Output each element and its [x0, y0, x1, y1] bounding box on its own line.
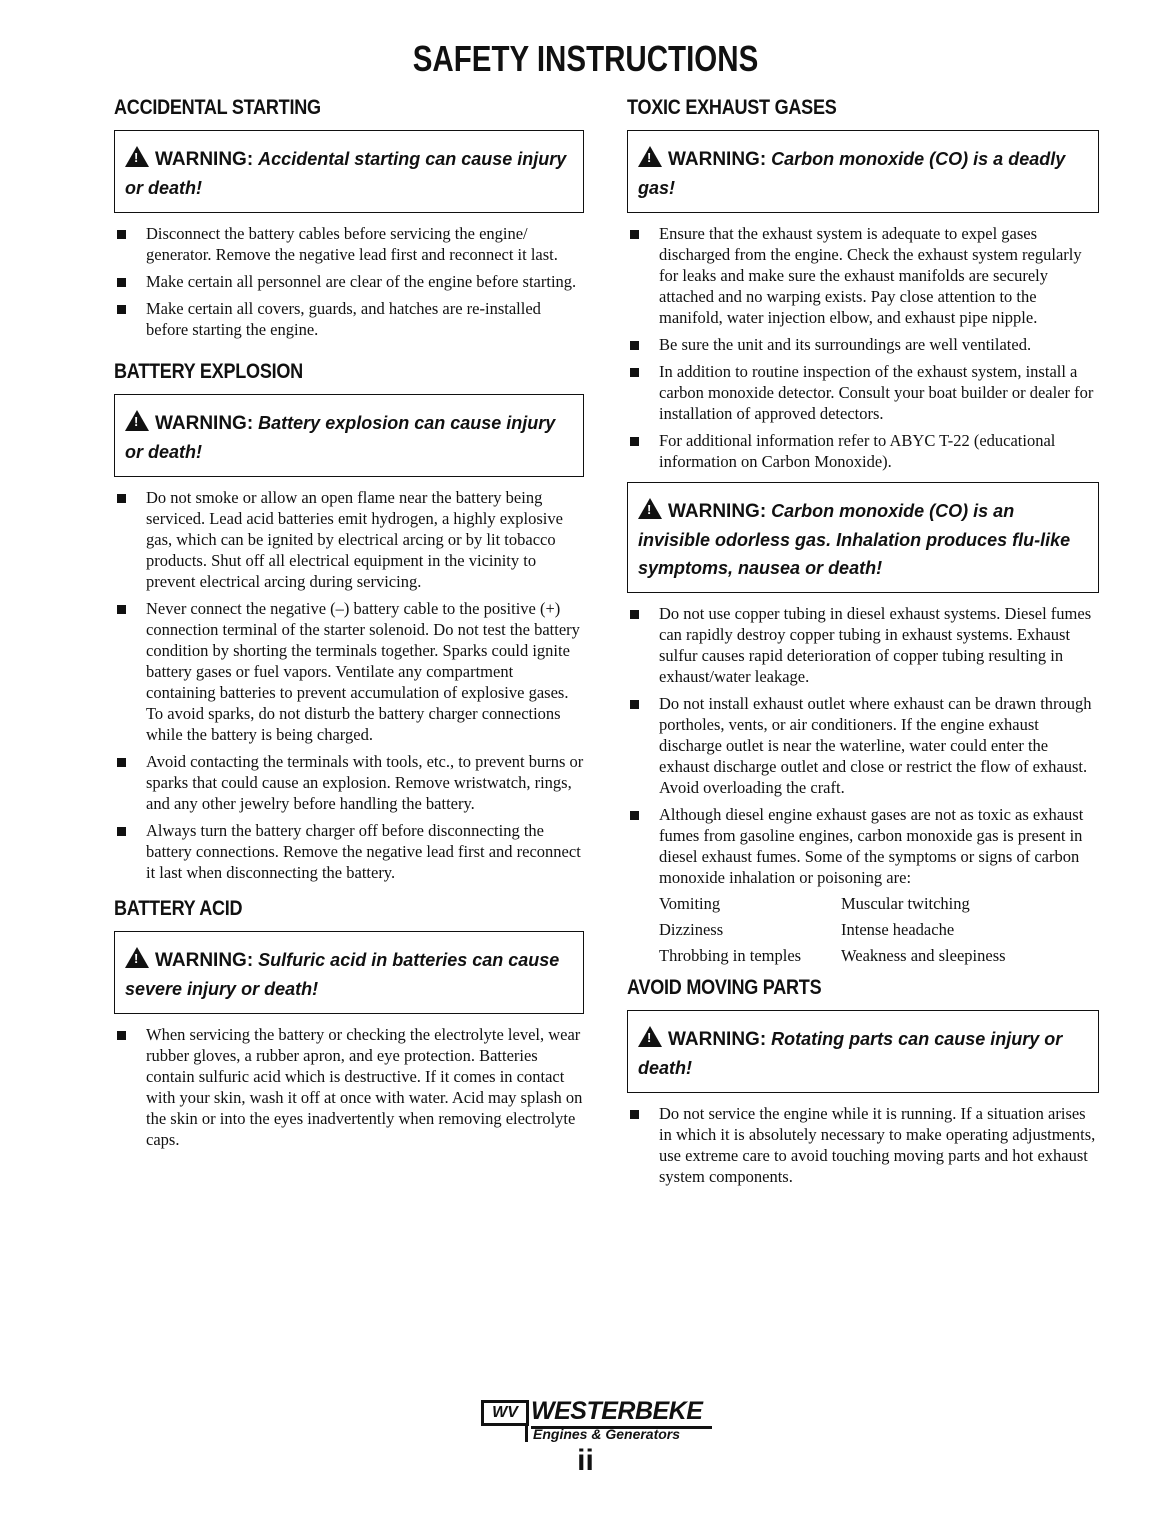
- list-item: For additional information refer to ABYC T-22 (educational information on Carbon Monoxide).: [627, 430, 1099, 472]
- list-item: Ensure that the exhaust system is adequate to expel gases discharged from the engine. Check the exhaust system regularly for leaks and make sure the exhaust manifolds are securely attached and no warping exists. Pay close attention to the manifold, water injection elbow, and exhaust pipe nipple.: [627, 223, 1099, 328]
- bullet-list: [627, 603, 1099, 888]
- list-item: Do not smoke or allow an open flame near the battery being serviced. Lead acid batteries emit hydrogen, a highly explosive gas, which can be ignited by electrical arcing or by lit tobacco products. Shut off all electrical equipment in the vicinity to prevent electrical arcing during servicing.: [114, 487, 584, 592]
- list-item: Although diesel engine exhaust gases are not as toxic as exhaust fumes from gasoline engines, carbon monoxide gas is present in diesel exhaust fumes. Some of the symptoms or signs of carbon monoxide inhalation or poisoning are:: [627, 804, 1099, 888]
- warning-message: Rotating parts can cause injury or death!: [638, 1029, 1063, 1078]
- bullet-list: [627, 1103, 1099, 1187]
- list-item: Do not use copper tubing in diesel exhaust systems. Diesel fumes can rapidly destroy copper tubing in exhaust systems. Exhaust sulfur causes rapid deterioration of copper tubing resulting in exhaust/water leakage.: [627, 603, 1099, 687]
- warning-triangle-icon: [125, 410, 149, 431]
- list-item: Disconnect the battery cables before servicing the engine/ generator. Remove the negative lead first and reconnect it last.: [114, 223, 584, 265]
- logo-subtitle: Engines & Generators: [533, 1426, 681, 1442]
- westerbeke-logo-icon: [481, 1396, 721, 1446]
- page-title: SAFETY INSTRUCTIONS: [412, 38, 759, 79]
- warning-triangle-icon: [638, 1026, 662, 1047]
- warning-box: [627, 130, 1099, 213]
- right-column: [627, 96, 1099, 1193]
- page-number: ii: [577, 1444, 594, 1477]
- list-item: Always turn the battery charger off before disconnecting the battery connections. Remove the negative lead first and reconnect it last when disconnecting the battery.: [114, 820, 584, 883]
- list-item: Do not install exhaust outlet where exhaust can be drawn through portholes, vents, or air conditioners. If the engine exhaust discharge outlet is near the waterline, water could enter the exhaust discharge outlet and close or restrict the flow of exhaust. Avoid overloading the craft.: [627, 693, 1099, 798]
- list-item: Make certain all covers, guards, and hatches are re-installed before starting the engine.: [114, 298, 584, 340]
- symptom: Muscular twitching: [841, 894, 970, 913]
- logo-name: WESTERBEKE: [531, 1396, 712, 1429]
- section-heading: ACCIDENTAL STARTING: [114, 96, 321, 119]
- symptom: Dizziness: [659, 920, 724, 939]
- warning-label: WARNING:: [155, 950, 254, 971]
- warning-message: Battery explosion can cause injury or death!: [125, 413, 556, 462]
- warning-label: WARNING:: [155, 149, 254, 170]
- list-item: Be sure the unit and its surroundings are well ventilated.: [627, 334, 1099, 355]
- warning-box: [114, 394, 584, 477]
- symptom: Weakness and sleepiness: [841, 946, 1006, 965]
- warning-triangle-icon: [125, 146, 149, 167]
- warning-box: [114, 931, 584, 1014]
- left-column: [114, 96, 584, 1156]
- section-heading: AVOID MOVING PARTS: [627, 976, 822, 999]
- warning-label: WARNING:: [155, 413, 254, 434]
- warning-triangle-icon: [638, 498, 662, 519]
- list-item: Avoid contacting the terminals with tools, etc., to prevent burns or sparks that could cause an explosion. Remove wristwatch, rings, and any other jewelry before handling the battery.: [114, 751, 584, 814]
- section-avoid-moving-parts: [627, 976, 1099, 1187]
- bullet-list: [627, 223, 1099, 472]
- warning-label: WARNING:: [668, 501, 767, 522]
- warning-message: Sulfuric acid in batteries can cause severe injury or death!: [125, 950, 560, 999]
- warning-triangle-icon: [638, 146, 662, 167]
- section-heading: TOXIC EXHAUST GASES: [627, 96, 837, 119]
- section-heading: BATTERY EXPLOSION: [114, 360, 303, 383]
- symptom: Intense headache: [841, 920, 955, 939]
- list-item: Do not service the engine while it is running. If a situation arises in which it is absolutely necessary to make operating adjustments, use extreme care to avoid touching moving parts and hot exhaust system components.: [627, 1103, 1099, 1187]
- warning-message: Accidental starting can cause injury or death!: [125, 149, 567, 198]
- warning-label: WARNING:: [668, 1029, 767, 1050]
- bullet-list: [114, 487, 584, 883]
- warning-box: [627, 1010, 1099, 1093]
- section-toxic-exhaust-gases: [627, 96, 1099, 966]
- list-item: In addition to routine inspection of the exhaust system, install a carbon monoxide detector. Consult your boat builder or dealer for installation of approved detectors.: [627, 361, 1099, 424]
- section-battery-acid: [114, 897, 584, 1150]
- list-item: When servicing the battery or checking the electrolyte level, wear rubber gloves, a rubber apron, and eye protection. Batteries contain sulfuric acid which is destructive. If it comes in contact with your skin, wash it off at once with water. Acid may splash on the skin or into the eyes inadvertently when removing electrolyte caps.: [114, 1024, 584, 1150]
- section-battery-explosion: [114, 360, 584, 883]
- warning-label: WARNING:: [668, 149, 767, 170]
- symptom: Throbbing in temples: [659, 946, 802, 965]
- symptom: Vomiting: [659, 894, 721, 913]
- section-accidental-starting: [114, 96, 584, 340]
- warning-triangle-icon: [125, 947, 149, 968]
- bullet-list: [114, 1024, 584, 1150]
- logo-mark: WV: [481, 1400, 529, 1426]
- warning-message: Carbon monoxide (CO) is an invisible odorless gas. Inhalation produces flu-like symptoms, nausea or death!: [638, 501, 1071, 578]
- list-item: Make certain all personnel are clear of the engine before starting.: [114, 271, 584, 292]
- symptoms-table: [659, 894, 1099, 966]
- section-heading: BATTERY ACID: [114, 897, 243, 920]
- warning-box: [114, 130, 584, 213]
- warning-message: Carbon monoxide (CO) is a deadly gas!: [638, 149, 1066, 198]
- logo-stem: [525, 1424, 528, 1442]
- list-item: Never connect the negative (–) battery cable to the positive (+) connection terminal of the starter solenoid. Do not test the battery condition by shorting the terminals together. Sparks could ignite battery gases or fuel vapors. Ventilate any compartment containing batteries to prevent accumulation of explosive gases. To avoid sparks, do not disturb the battery charger connections while the battery is being charged.: [114, 598, 584, 745]
- warning-box-co-invisible: [627, 482, 1099, 593]
- bullet-list: [114, 223, 584, 340]
